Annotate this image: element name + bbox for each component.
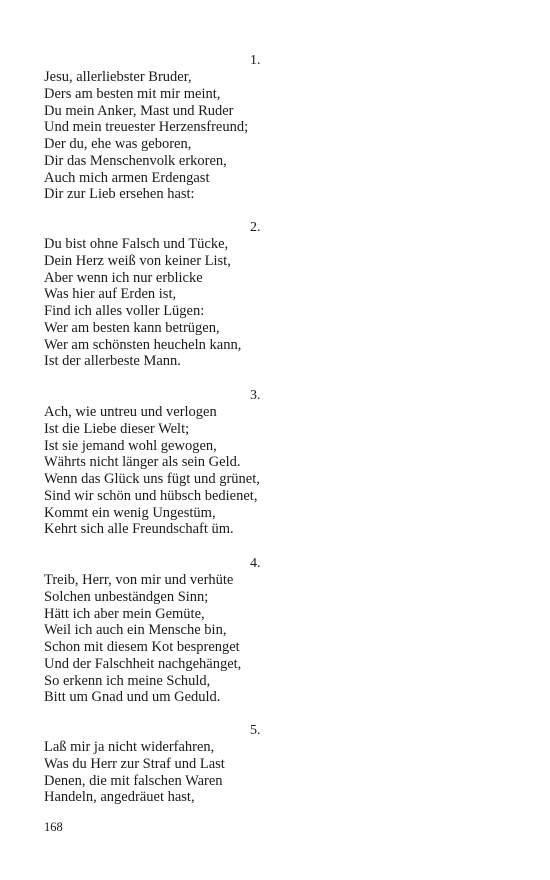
verse-line: Dein Herz weiß von keiner List, <box>44 252 231 269</box>
verse-line: Kommt ein wenig Ungestüm, <box>44 504 216 521</box>
verse-line: Sind wir schön und hübsch bedienet, <box>44 487 258 504</box>
verse-line: Laß mir ja nicht widerfahren, <box>44 739 215 755</box>
stanza-number: 3. <box>250 388 261 403</box>
verse-line: Und der Falschheit nachgehänget, <box>44 655 242 672</box>
stanza-number: 5. <box>250 723 261 738</box>
verse-line: Wer am besten kann betrügen, <box>44 319 220 336</box>
stanza-1 <box>44 52 504 203</box>
verse-line: Du bist ohne Falsch und Tücke, <box>44 236 229 252</box>
verse-line: Treib, Herr, von mir und verhüte <box>44 572 234 588</box>
stanza-number: 1. <box>250 53 261 68</box>
verse-line: Der du, ehe was geboren, <box>44 136 192 152</box>
verse-line: Was hier auf Erden ist, <box>44 286 177 303</box>
stanza-number: 2. <box>250 220 261 235</box>
verse-line: Ders am besten mit mir meint, <box>44 85 221 102</box>
stanza-3 <box>44 387 504 538</box>
verse-line: Ist sie jemand wohl gewogen, <box>44 437 217 454</box>
verse-line: Ist der allerbeste Mann. <box>44 353 181 370</box>
verse-line: Wer am schönsten heucheln kann, <box>44 336 242 353</box>
verse-line: Find ich alles voller Lügen: <box>44 303 205 319</box>
stanza-2 <box>44 219 504 370</box>
verse-line: Ist die Liebe dieser Welt; <box>44 420 190 437</box>
verse-line: Handeln, angedräuet hast, <box>44 789 195 806</box>
stanza-5 <box>44 722 504 806</box>
verse-line: Aber wenn ich nur erblicke <box>44 269 203 286</box>
verse-line: Schon mit diesem Kot besprenget <box>44 639 240 655</box>
verse-line: So erkenn ich meine Schuld, <box>44 672 211 689</box>
verse-line: Jesu, allerliebster Bruder, <box>44 69 192 85</box>
verse-line: Was du Herr zur Straf und Last <box>44 755 225 772</box>
verse-line: Dir das Menschenvolk erkoren, <box>44 152 227 169</box>
verse-line: Solchen unbeständgen Sinn; <box>44 588 209 605</box>
verse-line: Bitt um Gnad und um Geduld. <box>44 689 221 706</box>
verse-line: Weil ich auch ein Mensche bin, <box>44 622 227 639</box>
stanza-number: 4. <box>250 556 261 571</box>
verse-line: Denen, die mit falschen Waren <box>44 772 223 789</box>
stanza-4 <box>44 555 504 706</box>
verse-line: Währts nicht länger als sein Geld. <box>44 454 241 471</box>
verse-line: Auch mich armen Erdengast <box>44 169 210 186</box>
verse-line: Und mein treuester Herzensfreund; <box>44 119 249 136</box>
verse-line: Wenn das Glück uns fügt und grünet, <box>44 471 260 487</box>
page-number: 168 <box>44 820 63 834</box>
verse-line: Ach, wie untreu und verlogen <box>44 404 217 420</box>
verse-line: Hätt ich aber mein Gemüte, <box>44 605 205 622</box>
verse-line: Du mein Anker, Mast und Ruder <box>44 102 234 119</box>
verse-line: Dir zur Lieb ersehen hast: <box>44 186 195 203</box>
verse-line: Kehrt sich alle Freundschaft üm. <box>44 521 234 538</box>
